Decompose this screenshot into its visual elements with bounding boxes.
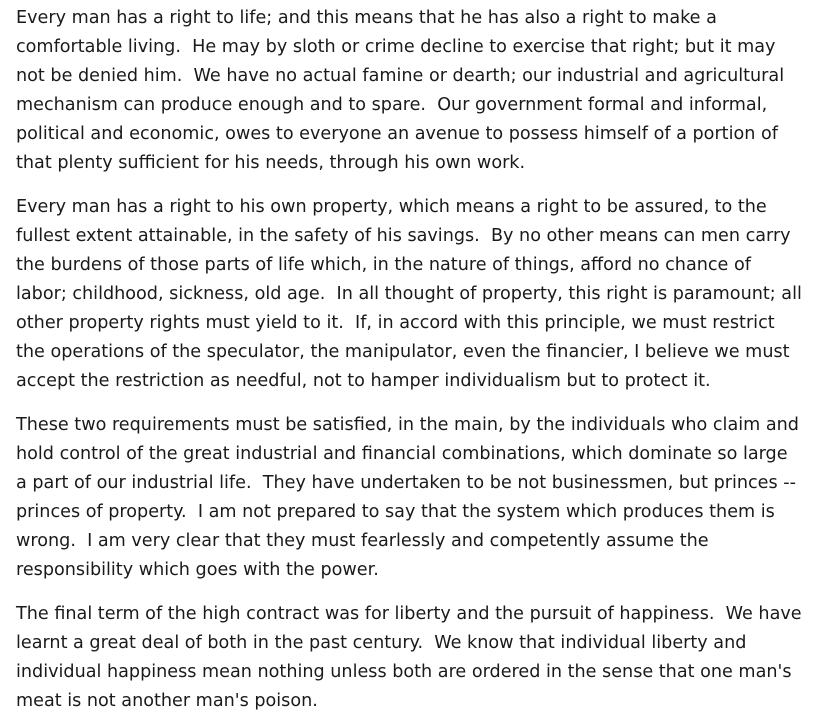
paragraph-right-to-property: Every man has a right to his own property, which means a right to be assured, to the fullest extent attainable, in the safety of his savings. By no other means can men carry the burdens of those parts of life which, in the nature of things, afford no chance of labor; childhood, sickness, old age. In all thought of property, this right is paramount; all other property rights must yield to it. If, in accord with this principle, we must restrict the operations of the speculator, the manipulator, even the financier, I believe we must accept the restriction as needful, not to hamper individualism but to protect it. <box>16 197 802 391</box>
paragraph-liberty-and-happiness: The final term of the high contract was for liberty and the pursuit of happiness. We have learnt a great deal of both in the past century. We know that individual liberty and individual happiness mean nothing unless both are ordered in the sense that one man's meat is not another man's poison. <box>16 604 802 711</box>
paragraph-two-requirements: These two requirements must be satisfied, in the main, by the individuals who claim and hold control of the great industrial and financial combinations, which dominate so large a part of our industrial life. They have undertaken to be not businessmen, but princes -- princes of property. I am not prepared to say that the system which produces them is wrong. I am very clear that they must fearlessly and competently assume the responsibility which goes with the power. <box>16 415 799 580</box>
paragraph-right-to-life: Every man has a right to life; and this means that he has also a right to make a comfortable living. He may by sloth or crime decline to exercise that right; but it may not be denied him. We have no actual famine or dearth; our industrial and agricultural mechanism can produce enough and to spare. Our government formal and informal, political and economic, owes to everyone an avenue to possess himself of a portion of that plenty sufficient for his needs, through his own work. <box>16 8 785 173</box>
